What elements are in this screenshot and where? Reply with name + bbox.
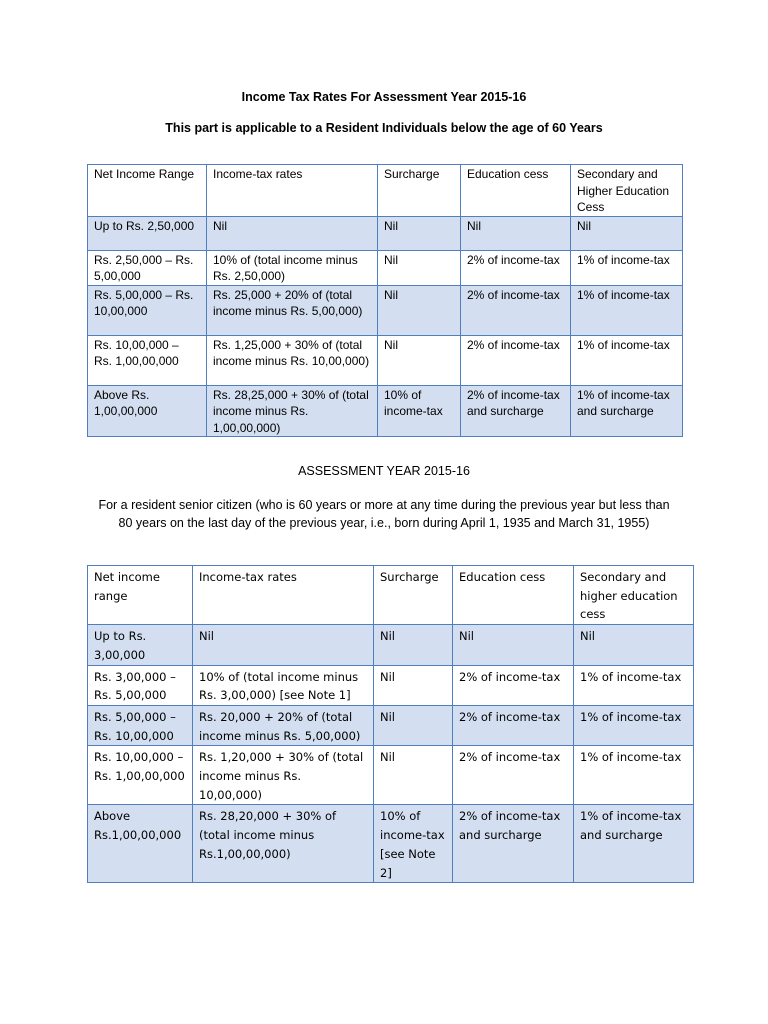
table-cell: 2% of income-tax and surcharge xyxy=(461,385,571,437)
table-cell: 2% of income-tax xyxy=(453,746,574,805)
table-cell: Nil xyxy=(207,216,378,250)
table-row xyxy=(88,805,694,883)
table-header-row xyxy=(88,566,694,625)
table-header-row xyxy=(88,165,683,217)
header-cell: Secondary and higher education cess xyxy=(574,566,694,625)
table-cell: Nil xyxy=(193,625,374,665)
table-cell: 1% of income-tax xyxy=(574,746,694,805)
header-cell: Education cess xyxy=(453,566,574,625)
table-cell: 10% of income-tax xyxy=(378,385,461,437)
table-cell: Nil xyxy=(461,216,571,250)
table-cell: Nil xyxy=(453,625,574,665)
tax-rates-table-below-60 xyxy=(87,164,683,437)
table-cell: 10% of income-tax [see Note 2] xyxy=(374,805,453,883)
table-cell: Rs. 28,20,000 + 30% of (total income minus Rs.1,00,00,000) xyxy=(193,805,374,883)
table-cell: Rs. 1,20,000 + 30% of (total income minus Rs. 10,00,000) xyxy=(193,746,374,805)
table-cell: 1% of income-tax xyxy=(571,285,683,335)
table-cell: Nil xyxy=(374,705,453,745)
table-cell: Rs. 28,25,000 + 30% of (total income minus Rs. 1,00,00,000) xyxy=(207,385,378,437)
table-cell: Nil xyxy=(378,250,461,285)
table-cell: 1% of income-tax xyxy=(571,335,683,385)
table-cell: Rs. 1,25,000 + 30% of (total income minus Rs. 10,00,000) xyxy=(207,335,378,385)
header-cell: Income-tax rates xyxy=(207,165,378,217)
table-cell: Above Rs.1,00,00,000 xyxy=(88,805,193,883)
table-cell: Nil xyxy=(378,216,461,250)
table-cell: Rs. 10,00,000 – Rs. 1,00,00,000 xyxy=(88,746,193,805)
table-cell: Nil xyxy=(374,746,453,805)
table-row xyxy=(88,250,683,285)
table-cell: 2% of income-tax xyxy=(453,665,574,705)
header-cell: Surcharge xyxy=(378,165,461,217)
header-cell: Education cess xyxy=(461,165,571,217)
table-cell: Nil xyxy=(374,625,453,665)
section-title: ASSESSMENT YEAR 2015-16 xyxy=(298,464,470,478)
table-cell: 2% of income-tax and surcharge xyxy=(453,805,574,883)
table-row xyxy=(88,705,694,745)
table-cell: 2% of income-tax xyxy=(461,250,571,285)
table-cell: Rs. 5,00,000 – Rs. 10,00,000 xyxy=(88,705,193,745)
table-cell: 2% of income-tax xyxy=(453,705,574,745)
header-cell: Income-tax rates xyxy=(193,566,374,625)
header-cell: Net Income Range xyxy=(88,165,207,217)
table-cell: Rs. 20,000 + 20% of (total income minus Rs. 5,00,000) xyxy=(193,705,374,745)
header-cell: Secondary and Higher Education Cess xyxy=(571,165,683,217)
table-row xyxy=(88,746,694,805)
page-title: Income Tax Rates For Assessment Year 2015-16 xyxy=(241,90,527,104)
table-row xyxy=(88,385,683,437)
table-cell: Nil xyxy=(378,335,461,385)
table-cell: 1% of income-tax xyxy=(574,705,694,745)
table-cell: 1% of income-tax xyxy=(574,665,694,705)
table-cell: Up to Rs. 2,50,000 xyxy=(88,216,207,250)
page-subtitle: This part is applicable to a Resident Individuals below the age of 60 Years xyxy=(165,121,603,135)
table-cell: 1% of income-tax xyxy=(571,250,683,285)
table-cell: Nil xyxy=(378,285,461,335)
table-cell: Rs. 2,50,000 – Rs. 5,00,000 xyxy=(88,250,207,285)
table-cell: 1% of income-tax and surcharge xyxy=(574,805,694,883)
table-cell: 2% of income-tax xyxy=(461,285,571,335)
table-cell: Nil xyxy=(571,216,683,250)
table-cell: Above Rs. 1,00,00,000 xyxy=(88,385,207,437)
table-cell: Nil xyxy=(574,625,694,665)
table-row xyxy=(88,335,683,385)
table-cell: 1% of income-tax and surcharge xyxy=(571,385,683,437)
header-cell: Net income range xyxy=(88,566,193,625)
table-cell: 10% of (total income minus Rs. 2,50,000) xyxy=(207,250,378,285)
table-cell: Rs. 25,000 + 20% of (total income minus Rs. 5,00,000) xyxy=(207,285,378,335)
section-description: For a resident senior citizen (who is 60 years or more at any time during the previous year but less than 80 years on the last day of the previous year, i.e., born during April 1, 1935 and March 31, 1955) xyxy=(98,498,670,530)
table-row xyxy=(88,625,694,665)
table-cell: Up to Rs. 3,00,000 xyxy=(88,625,193,665)
table-row xyxy=(88,285,683,335)
table-cell: Rs. 5,00,000 – Rs. 10,00,000 xyxy=(88,285,207,335)
table-cell: Rs. 10,00,000 – Rs. 1,00,00,000 xyxy=(88,335,207,385)
table-cell: 2% of income-tax xyxy=(461,335,571,385)
table-cell: 10% of (total income minus Rs. 3,00,000) [see Note 1] xyxy=(193,665,374,705)
header-cell: Surcharge xyxy=(374,566,453,625)
tax-rates-table-senior-citizen xyxy=(87,565,694,883)
table-row xyxy=(88,665,694,705)
table-row xyxy=(88,216,683,250)
table-cell: Rs. 3,00,000 – Rs. 5,00,000 xyxy=(88,665,193,705)
table-cell: Nil xyxy=(374,665,453,705)
